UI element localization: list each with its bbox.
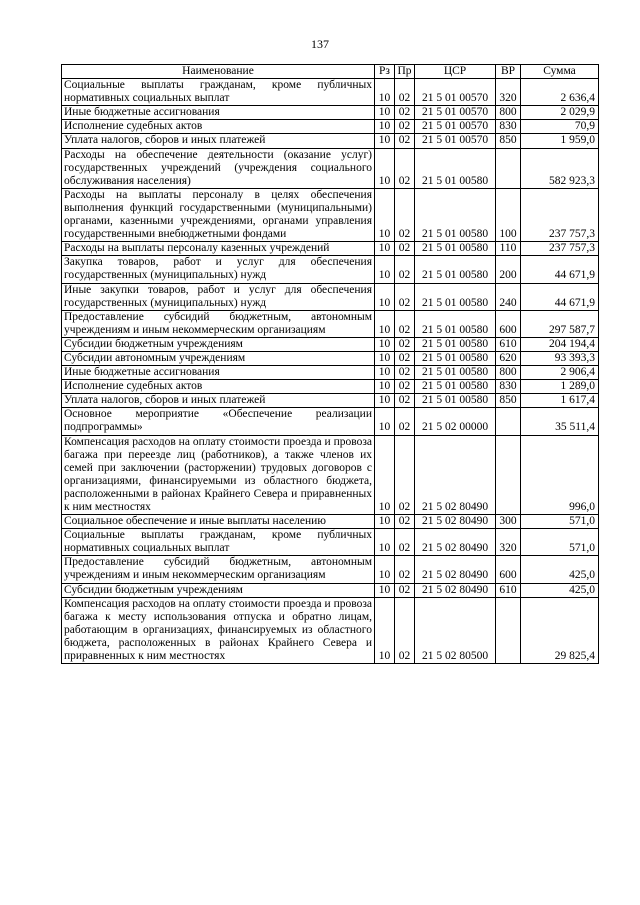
cell-vr [496,408,521,435]
cell-rz: 10 [375,529,395,556]
cell-sum: 204 194,4 [521,337,599,351]
table-row [62,148,599,188]
cell-rz: 10 [375,380,395,394]
cell-rz: 10 [375,310,395,337]
cell-rz: 10 [375,351,395,365]
cell-vr: 240 [496,283,521,310]
table-row [62,597,599,663]
cell-csr: 21 5 01 00580 [415,256,496,283]
cell-pr: 02 [395,380,415,394]
cell-vr: 200 [496,256,521,283]
cell-pr: 02 [395,134,415,148]
table-row [62,120,599,134]
table-row [62,351,599,365]
cell-sum: 571,0 [521,515,599,529]
cell-sum: 44 671,9 [521,256,599,283]
cell-vr: 800 [496,106,521,120]
cell-sum: 1 289,0 [521,380,599,394]
cell-rz: 10 [375,556,395,583]
cell-name: Исполнение судебных актов [62,380,375,394]
cell-name: Расходы на выплаты персоналу казенных учреждений [62,242,375,256]
cell-rz: 10 [375,120,395,134]
cell-name: Компенсация расходов на оплату стоимости проезда и провоза багажа к месту использования отпуска и обратно лицам, работающим в организациях, финансируемых из областного бюджета, расположенных в районах Крайнего Севера и приравненных к ним местностях [62,597,375,663]
table-row [62,408,599,435]
cell-vr: 320 [496,529,521,556]
cell-vr: 610 [496,337,521,351]
header-name: Наименование [62,65,375,79]
cell-csr: 21 5 02 00000 [415,408,496,435]
table-row [62,134,599,148]
cell-vr: 850 [496,134,521,148]
cell-vr: 320 [496,79,521,106]
cell-name: Предоставление субсидий бюджетным, автономным учреждениям и иным некоммерческим организациям [62,310,375,337]
cell-vr: 850 [496,394,521,408]
table-row [62,283,599,310]
cell-pr: 02 [395,120,415,134]
cell-pr: 02 [395,583,415,597]
cell-csr: 21 5 01 00570 [415,120,496,134]
cell-rz: 10 [375,242,395,256]
cell-name: Расходы на обеспечение деятельности (оказание услуг) государственных учреждений (учреждения социального обслуживания населения) [62,148,375,188]
cell-name: Расходы на выплаты персоналу в целях обеспечения выполнения функций государственными (муниципальными) органами, казенными учреждениями, органами управления государственными внебюджетными фондами [62,188,375,241]
cell-name: Социальные выплаты гражданам, кроме публичных нормативных социальных выплат [62,529,375,556]
cell-vr: 610 [496,583,521,597]
cell-pr: 02 [395,435,415,515]
cell-vr: 620 [496,351,521,365]
cell-name: Иные бюджетные ассигнования [62,366,375,380]
cell-csr: 21 5 02 80500 [415,597,496,663]
table-row [62,515,599,529]
cell-vr: 830 [496,380,521,394]
header-pr: Пр [395,65,415,79]
cell-vr [496,435,521,515]
table-row [62,435,599,515]
cell-sum: 582 923,3 [521,148,599,188]
cell-name: Субсидии бюджетным учреждениям [62,583,375,597]
cell-sum: 44 671,9 [521,283,599,310]
table-row [62,310,599,337]
cell-name: Социальное обеспечение и иные выплаты населению [62,515,375,529]
cell-pr: 02 [395,337,415,351]
table-row [62,242,599,256]
table-row [62,556,599,583]
cell-csr: 21 5 01 00580 [415,283,496,310]
cell-rz: 10 [375,188,395,241]
cell-rz: 10 [375,394,395,408]
cell-name: Основное мероприятие «Обеспечение реализации подпрограммы» [62,408,375,435]
cell-csr: 21 5 02 80490 [415,515,496,529]
table-row [62,380,599,394]
cell-pr: 02 [395,188,415,241]
cell-rz: 10 [375,134,395,148]
cell-pr: 02 [395,310,415,337]
cell-rz: 10 [375,256,395,283]
cell-csr: 21 5 01 00580 [415,380,496,394]
cell-name: Закупка товаров, работ и услуг для обеспечения государственных (муниципальных) нужд [62,256,375,283]
table-row [62,529,599,556]
cell-sum: 425,0 [521,556,599,583]
cell-name: Субсидии бюджетным учреждениям [62,337,375,351]
cell-vr: 300 [496,515,521,529]
cell-csr: 21 5 01 00570 [415,79,496,106]
cell-pr: 02 [395,283,415,310]
header-sum: Сумма [521,65,599,79]
cell-vr: 800 [496,366,521,380]
budget-table [61,64,599,664]
cell-vr: 100 [496,188,521,241]
cell-rz: 10 [375,366,395,380]
cell-csr: 21 5 01 00570 [415,134,496,148]
cell-csr: 21 5 01 00580 [415,310,496,337]
cell-vr [496,597,521,663]
cell-pr: 02 [395,556,415,583]
cell-csr: 21 5 01 00580 [415,188,496,241]
header-csr: ЦСР [415,65,496,79]
cell-pr: 02 [395,148,415,188]
table-row [62,188,599,241]
cell-name: Компенсация расходов на оплату стоимости проезда и провоза багажа при переезде лиц (работников), а также членов их семей при заключении (расторжении) трудовых договоров с организациями, финансируемыми из областного бюджета, расположенными в районах Крайнего Севера и приравненных к ним местностях [62,435,375,515]
header-rz: Рз [375,65,395,79]
cell-csr: 21 5 02 80490 [415,529,496,556]
cell-csr: 21 5 01 00580 [415,242,496,256]
cell-pr: 02 [395,366,415,380]
cell-sum: 29 825,4 [521,597,599,663]
table-row [62,583,599,597]
cell-sum: 237 757,3 [521,188,599,241]
table-row [62,366,599,380]
cell-sum: 2 029,9 [521,106,599,120]
cell-pr: 02 [395,529,415,556]
page-number: 137 [311,37,329,51]
cell-name: Уплата налогов, сборов и иных платежей [62,394,375,408]
table-header-row [62,65,599,79]
cell-csr: 21 5 01 00570 [415,106,496,120]
cell-rz: 10 [375,435,395,515]
cell-pr: 02 [395,242,415,256]
cell-csr: 21 5 01 00580 [415,337,496,351]
cell-rz: 10 [375,337,395,351]
cell-name: Уплата налогов, сборов и иных платежей [62,134,375,148]
cell-name: Субсидии автономным учреждениям [62,351,375,365]
cell-sum: 35 511,4 [521,408,599,435]
cell-pr: 02 [395,106,415,120]
cell-csr: 21 5 02 80490 [415,556,496,583]
cell-rz: 10 [375,583,395,597]
table-row [62,337,599,351]
cell-csr: 21 5 02 80490 [415,435,496,515]
cell-vr [496,148,521,188]
table-row [62,256,599,283]
cell-pr: 02 [395,515,415,529]
cell-name: Социальные выплаты гражданам, кроме публичных нормативных социальных выплат [62,79,375,106]
cell-rz: 10 [375,106,395,120]
table-row [62,106,599,120]
cell-csr: 21 5 01 00580 [415,366,496,380]
cell-sum: 2 906,4 [521,366,599,380]
cell-sum: 2 636,4 [521,79,599,106]
cell-rz: 10 [375,515,395,529]
cell-csr: 21 5 01 00580 [415,394,496,408]
cell-rz: 10 [375,283,395,310]
cell-sum: 297 587,7 [521,310,599,337]
cell-sum: 1 959,0 [521,134,599,148]
cell-vr: 600 [496,556,521,583]
cell-pr: 02 [395,394,415,408]
cell-csr: 21 5 01 00580 [415,148,496,188]
cell-sum: 996,0 [521,435,599,515]
cell-sum: 571,0 [521,529,599,556]
table-row [62,79,599,106]
cell-sum: 237 757,3 [521,242,599,256]
cell-rz: 10 [375,408,395,435]
cell-name: Исполнение судебных актов [62,120,375,134]
cell-rz: 10 [375,597,395,663]
cell-csr: 21 5 02 80490 [415,583,496,597]
table-row [62,394,599,408]
cell-rz: 10 [375,79,395,106]
cell-sum: 425,0 [521,583,599,597]
cell-rz: 10 [375,148,395,188]
cell-name: Предоставление субсидий бюджетным, автономным учреждениям и иным некоммерческим организациям [62,556,375,583]
cell-pr: 02 [395,351,415,365]
cell-pr: 02 [395,79,415,106]
cell-name: Иные бюджетные ассигнования [62,106,375,120]
cell-sum: 70,9 [521,120,599,134]
table-body [62,79,599,664]
cell-vr: 830 [496,120,521,134]
header-vr: ВР [496,65,521,79]
cell-vr: 110 [496,242,521,256]
cell-pr: 02 [395,408,415,435]
cell-vr: 600 [496,310,521,337]
cell-csr: 21 5 01 00580 [415,351,496,365]
cell-pr: 02 [395,597,415,663]
cell-name: Иные закупки товаров, работ и услуг для обеспечения государственных (муниципальных) нужд [62,283,375,310]
cell-sum: 93 393,3 [521,351,599,365]
cell-sum: 1 617,4 [521,394,599,408]
cell-pr: 02 [395,256,415,283]
